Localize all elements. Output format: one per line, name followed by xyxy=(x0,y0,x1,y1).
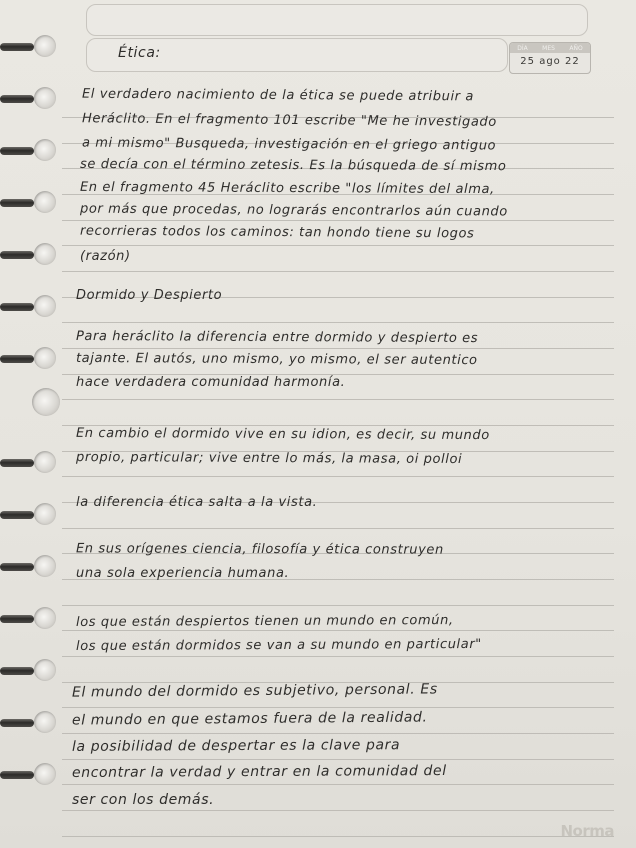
binding-hole xyxy=(34,35,56,57)
binding-hole xyxy=(34,347,56,369)
binding-hole xyxy=(34,295,56,317)
day-label: DÍA xyxy=(517,44,528,52)
handwritten-line: propio, particular; vive entre lo más, la masa, oi polloi xyxy=(75,449,463,468)
spiral-ring xyxy=(0,355,34,363)
spiral-ring xyxy=(0,43,34,51)
handwritten-line: hace verdadera comunidad harmonía. xyxy=(76,375,346,390)
ruled-line xyxy=(62,399,614,400)
ruled-line xyxy=(62,836,614,837)
handwritten-line: Para heráclito la diferencia entre dormido y despierto es xyxy=(75,328,479,347)
page-title: Ética: xyxy=(118,45,161,61)
binding-hole xyxy=(34,139,56,161)
ruled-line xyxy=(62,733,614,734)
brand-logo: Norma xyxy=(560,822,614,840)
handwritten-line: El verdadero nacimiento de la ética se puede atribuir a xyxy=(81,86,475,105)
spiral-ring xyxy=(0,199,34,207)
header-box xyxy=(86,4,588,36)
binding-hole xyxy=(34,607,56,629)
binding-hole xyxy=(34,659,56,681)
spiral-ring xyxy=(0,667,34,675)
handwritten-line: a mi mismo" Busqueda, investigación en el griego antiguo xyxy=(81,135,497,154)
handwritten-line: ser con los demás. xyxy=(72,792,215,808)
ruled-line xyxy=(62,220,614,221)
spiral-ring xyxy=(0,459,34,467)
ruled-line xyxy=(62,528,614,529)
ruled-line xyxy=(62,476,614,477)
handwritten-line: por más que procedas, no lograrás encontrarlos aún cuando xyxy=(79,201,508,220)
handwritten-line: tajante. El autós, uno mismo, yo mismo, el ser autentico xyxy=(75,350,478,369)
handwritten-line: (razón) xyxy=(80,249,131,264)
handwritten-line: En cambio el dormido vive en su idion, es decir, su mundo xyxy=(75,425,490,444)
handwritten-line: El mundo del dormido es subjetivo, personal. Es xyxy=(71,681,438,701)
handwritten-line: una sola experiencia humana. xyxy=(76,566,290,581)
ruled-line xyxy=(62,810,614,811)
ruled-line xyxy=(62,322,614,323)
handwritten-line: el mundo en que estamos fuera de la realidad. xyxy=(71,709,428,729)
binding-hole xyxy=(34,87,56,109)
ruled-line xyxy=(62,784,614,785)
ruled-line xyxy=(62,271,614,272)
handwritten-line: encontrar la verdad y entrar en la comunidad del xyxy=(71,763,447,781)
spiral-ring xyxy=(0,95,34,103)
spiral-ring xyxy=(0,511,34,519)
binding-hole xyxy=(34,243,56,265)
handwritten-line: la diferencia ética salta a la vista. xyxy=(76,495,318,510)
ruled-line xyxy=(62,759,614,760)
handwritten-line: En sus orígenes ciencia, filosofía y ética construyen xyxy=(75,541,444,558)
year-label: AÑO xyxy=(569,44,583,52)
date-value: 25 ago 22 xyxy=(520,56,580,67)
spiral-ring xyxy=(0,615,34,623)
month-label: MES xyxy=(542,44,555,52)
ruled-line xyxy=(62,348,614,349)
handwritten-line: En el fragmento 45 Heráclito escribe "los límites del alma, xyxy=(79,179,495,198)
date-header xyxy=(510,43,590,53)
spiral-ring xyxy=(0,303,34,311)
spiral-binding xyxy=(0,0,60,848)
spiral-ring xyxy=(0,563,34,571)
binding-hole xyxy=(34,555,56,577)
ruled-line xyxy=(62,656,614,657)
spiral-ring xyxy=(0,147,34,155)
ruled-line xyxy=(62,245,614,246)
section-heading: Dormido y Despierto xyxy=(76,288,223,303)
date-box xyxy=(509,42,591,74)
spiral-ring xyxy=(0,771,34,779)
binding-hole xyxy=(34,191,56,213)
binding-hole xyxy=(34,503,56,525)
handwritten-line: se decía con el término zetesis. Es la búsqueda de sí mismo xyxy=(79,156,507,175)
binding-hole xyxy=(34,451,56,473)
ruled-line xyxy=(62,605,614,606)
handwritten-line: los que están dormidos se van a su mundo en particular" xyxy=(75,636,482,655)
handwritten-line: la posibilidad de despertar es la clave para xyxy=(71,737,401,755)
spiral-ring xyxy=(0,251,34,259)
spiral-ring xyxy=(0,719,34,727)
binding-hole xyxy=(34,711,56,733)
binding-hole-large xyxy=(32,388,60,416)
ruled-line xyxy=(62,630,614,631)
binding-hole xyxy=(34,763,56,785)
ruled-line xyxy=(62,707,614,708)
handwritten-line: recorrieras todos los caminos: tan hondo tiene su logos xyxy=(79,223,475,242)
handwritten-line: los que están despiertos tienen un mundo en común, xyxy=(75,613,454,630)
handwritten-line: Heráclito. En el fragmento 101 escribe "Me he investigado xyxy=(81,111,497,130)
